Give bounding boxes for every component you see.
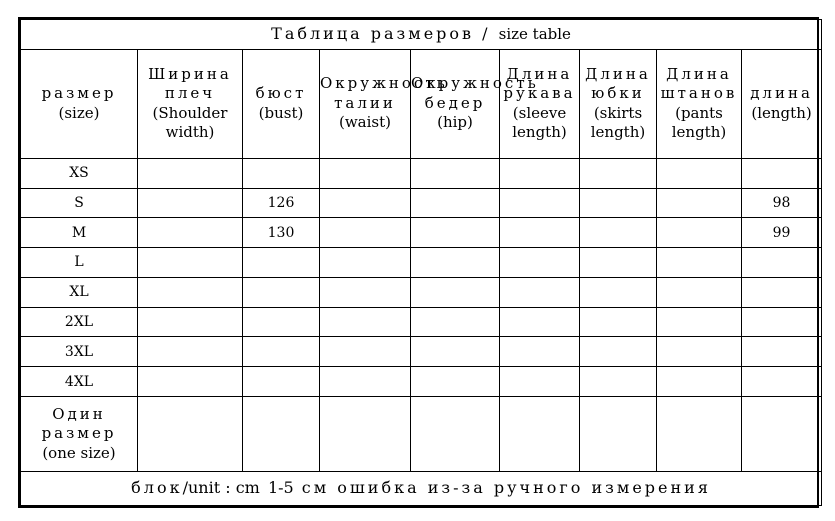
size-label: XS [21, 158, 138, 188]
table-cell [657, 218, 742, 248]
table-cell: 126 [243, 188, 320, 218]
table-row [21, 277, 822, 307]
column-header-en: (sleeve length) [512, 103, 567, 142]
table-cell [742, 367, 822, 397]
table-title-en: size table [498, 24, 571, 43]
table-cell [500, 397, 580, 472]
table-cell [580, 188, 657, 218]
table-cell [580, 277, 657, 307]
table-cell [243, 337, 320, 367]
column-header-3 [320, 49, 448, 158]
table-cell [580, 248, 657, 278]
table-cell [742, 397, 822, 472]
table-cell [320, 307, 411, 337]
column-header-ru: Длина рукава [503, 64, 576, 103]
table-cell [657, 307, 742, 337]
table-cell [657, 367, 742, 397]
table-row [21, 158, 822, 188]
table-cell [742, 337, 822, 367]
header-row [21, 49, 822, 158]
table-cell [138, 277, 243, 307]
table-cell [320, 397, 411, 472]
one-size-label-en: (one size) [42, 443, 116, 462]
table-cell [138, 307, 243, 337]
table-row [21, 248, 822, 278]
table-cell [243, 248, 320, 278]
column-header-ru: длина [750, 84, 813, 103]
table-row [21, 188, 822, 218]
one-size-label [21, 397, 138, 472]
table-cell [138, 397, 243, 472]
table-cell [500, 248, 580, 278]
table-cell [320, 248, 411, 278]
table-cell [411, 337, 500, 367]
column-header-en: (waist) [338, 113, 391, 132]
table-cell [411, 307, 500, 337]
table-cell [320, 337, 411, 367]
column-header-en: (length) [751, 103, 812, 122]
table-cell [138, 248, 243, 278]
table-cell [500, 367, 580, 397]
table-cell [657, 248, 742, 278]
table-cell [500, 188, 580, 218]
table-cell [320, 158, 411, 188]
table-cell [138, 218, 243, 248]
table-cell: 98 [742, 188, 822, 218]
column-header-ru: Длина штанов [660, 64, 738, 103]
table-row [21, 367, 822, 397]
table-cell [657, 158, 742, 188]
table-cell [243, 277, 320, 307]
table-cell [320, 277, 411, 307]
table-cell [411, 218, 500, 248]
column-header-2 [243, 49, 320, 158]
table-row [21, 307, 822, 337]
table-cell [411, 158, 500, 188]
footer-unit-ru: блок [131, 478, 183, 498]
table-cell [411, 248, 500, 278]
column-header-7 [657, 49, 742, 158]
table-cell [742, 307, 822, 337]
table-cell [243, 158, 320, 188]
size-table [20, 19, 822, 506]
column-header-en: (hip) [437, 113, 473, 132]
column-header-en: (bust) [258, 103, 304, 122]
table-footer [21, 472, 822, 506]
column-header-en: (Shoulder width) [152, 103, 228, 142]
size-label: L [21, 248, 138, 278]
column-header-4 [411, 49, 539, 158]
one-size-label-ru: Один размер [41, 404, 117, 443]
table-cell [500, 158, 580, 188]
column-header-1 [138, 49, 243, 158]
table-cell [657, 188, 742, 218]
size-label: S [21, 188, 138, 218]
table-cell [742, 158, 822, 188]
table-cell [138, 367, 243, 397]
table-title-sep: / [474, 23, 499, 43]
table-cell [138, 188, 243, 218]
table-cell [580, 367, 657, 397]
table-cell [580, 307, 657, 337]
table-cell [500, 337, 580, 367]
column-header-6 [580, 49, 657, 158]
table-cell [500, 277, 580, 307]
size-label: M [21, 218, 138, 248]
table-cell [243, 307, 320, 337]
column-header-ru: Окружность бедер [411, 74, 539, 112]
column-header-ru: бюст [255, 84, 307, 103]
footer-range: 1-5 [267, 478, 294, 498]
table-cell [411, 397, 500, 472]
table-cell [243, 397, 320, 472]
table-cell [657, 397, 742, 472]
table-cell [411, 367, 500, 397]
table-cell [580, 158, 657, 188]
table-cell [580, 218, 657, 248]
size-table-sheet [18, 17, 819, 508]
column-header-en: (skirts length) [590, 103, 646, 142]
column-header-en: (pants length) [671, 103, 727, 142]
table-cell [411, 188, 500, 218]
table-cell [500, 218, 580, 248]
table-cell [138, 337, 243, 367]
table-cell [742, 248, 822, 278]
column-header-en: (size) [58, 103, 100, 122]
table-cell [580, 397, 657, 472]
table-cell [320, 218, 411, 248]
footer-unit-en: /unit : cm [182, 478, 260, 498]
column-header-0 [21, 49, 138, 158]
table-cell [580, 337, 657, 367]
table-cell [742, 277, 822, 307]
table-cell: 99 [742, 218, 822, 248]
table-row [21, 337, 822, 367]
column-header-ru: Ширина плеч [148, 64, 232, 103]
table-title [21, 20, 822, 50]
table-cell [657, 277, 742, 307]
table-cell [657, 337, 742, 367]
column-header-ru: Длина юбки [585, 64, 651, 103]
table-row [21, 218, 822, 248]
size-label: XL [21, 277, 138, 307]
column-header-5 [500, 49, 580, 158]
table-cell: 130 [243, 218, 320, 248]
size-label: 3XL [21, 337, 138, 367]
table-title-ru: Таблица размеров [271, 23, 475, 43]
table-cell [411, 277, 500, 307]
table-cell [320, 367, 411, 397]
footer-note: см ошибка из-за ручного измерения [301, 478, 711, 498]
table-cell [243, 367, 320, 397]
column-header-ru: Окружность талии [320, 74, 448, 112]
column-header-8 [742, 49, 822, 158]
column-header-ru: размер [41, 84, 117, 103]
size-label: 2XL [21, 307, 138, 337]
table-cell [320, 188, 411, 218]
table-cell [500, 307, 580, 337]
one-size-row [21, 397, 822, 472]
table-cell [138, 158, 243, 188]
size-label: 4XL [21, 367, 138, 397]
